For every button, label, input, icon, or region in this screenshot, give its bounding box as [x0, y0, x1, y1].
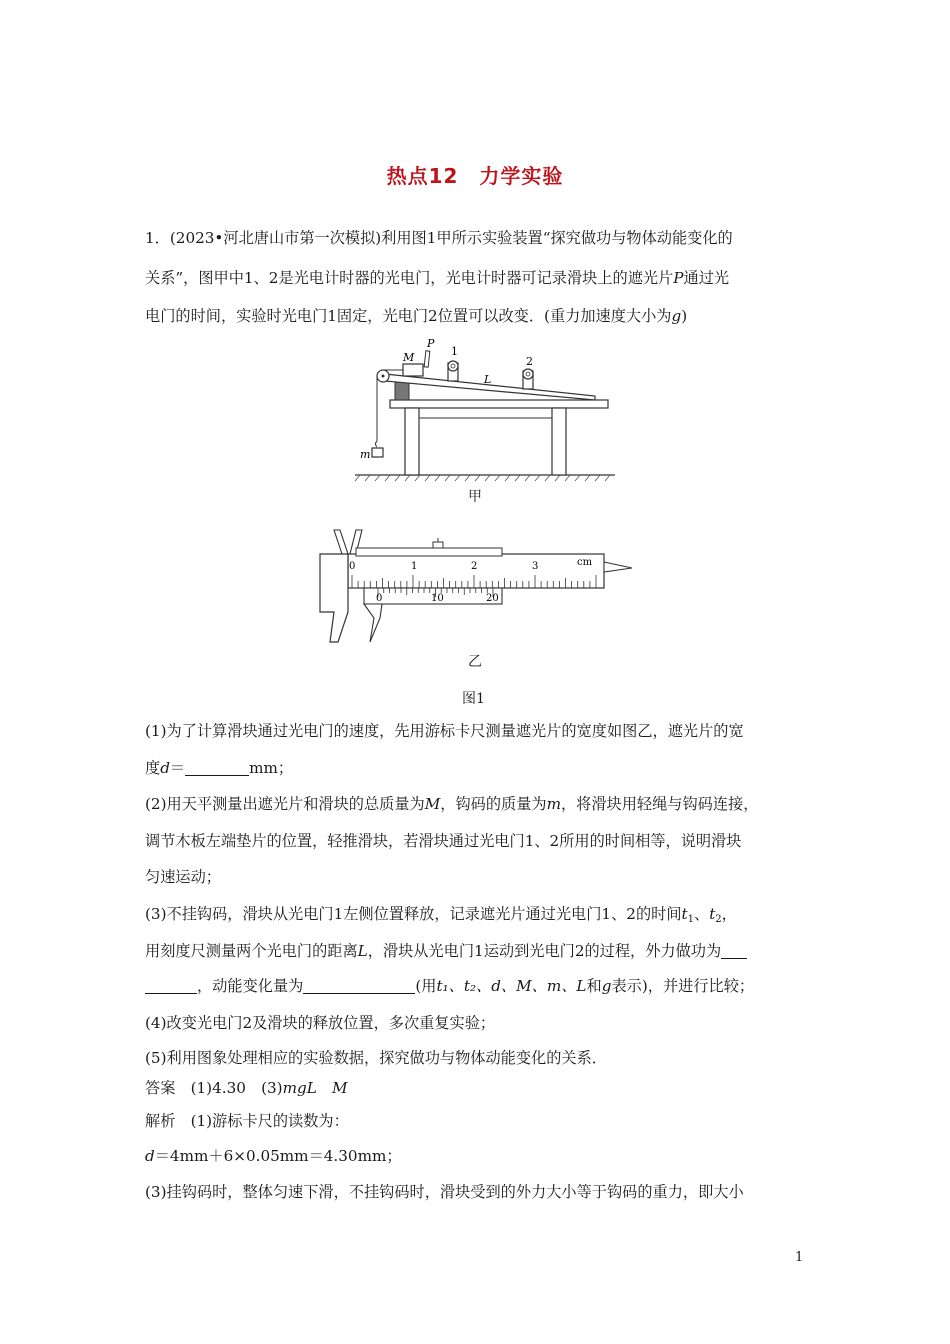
answer-blank-2a[interactable] [721, 942, 747, 959]
vernier-tick-10: 10 [431, 593, 444, 604]
main-unit-cm: cm [577, 557, 593, 568]
apparatus-diagram [355, 338, 615, 483]
part-2-line-1: (2)用天平测量出遮光片和滑块的总质量为M，钩码的质量为m，将滑块用轻绳与钩码连接， [145, 795, 759, 813]
part-3-line-1: (3)不挂钩码，滑块从光电门1左侧位置释放，记录遮光片通过光电门1、2的时间$t_1$、$t_2$， [145, 905, 737, 925]
main-tick-2: 2 [471, 561, 478, 572]
part-5: (5)利用图象处理相应的实验数据，探究做功与物体动能变化的关系． [145, 1049, 607, 1067]
figure-jia-label: 甲 [468, 489, 482, 505]
page-title: 热点12 力学实验 [386, 164, 564, 188]
figure-yi-label: 乙 [468, 654, 482, 670]
label-M: M [403, 351, 415, 364]
vernier-tick-20: 20 [486, 593, 499, 604]
question-line-1: 1．(2023•河北唐山市第一次模拟)利用图1甲所示实验装置“探究做功与物体动能变化的 [145, 229, 733, 247]
label-m: m [360, 448, 371, 461]
page-number: 1 [795, 1250, 804, 1265]
answer-blank-3[interactable] [303, 977, 415, 994]
answer-blank-1[interactable] [185, 759, 249, 776]
part-4: (4)改变光电门2及滑块的释放位置，多次重复实验； [145, 1014, 496, 1032]
label-gate-1: 1 [451, 345, 458, 358]
question-line-2: 关系”，图甲中1、2是光电计时器的光电门，光电计时器可记录滑块上的遮光片P通过光 [145, 269, 730, 287]
label-gate-2: 2 [526, 355, 533, 368]
part-3-line-2: 用刻度尺测量两个光电门的距离L，滑块从光电门1运动到光电门2的过程，外力做功为 [145, 940, 747, 962]
analysis-line-2: d＝4mm＋6×0.05mm＝4.30mm； [145, 1147, 402, 1165]
main-tick-0: 0 [349, 561, 356, 572]
analysis-line-3: (3)挂钩码时，整体匀速下滑，不挂钩码时，滑块受到的外力大小等于钩码的重力，即大小 [145, 1183, 744, 1201]
main-tick-3: 3 [532, 561, 539, 572]
part-1-line-2: 度d＝ mm； [145, 759, 294, 777]
vernier-caliper-diagram [320, 522, 635, 652]
label-P: P [427, 337, 435, 350]
vernier-tick-0: 0 [376, 593, 383, 604]
part-3-line-3: ，动能变化量为 (用t₁、t₂、d、M、m、L和g表示)，并进行比较； [145, 975, 754, 997]
analysis-line-1: 解析 (1)游标卡尺的读数为： [145, 1112, 349, 1130]
figure-caption: 图1 [462, 691, 485, 707]
main-tick-1: 1 [411, 561, 418, 572]
answer-line: 答案 (1)4.30 (3)mgL M [145, 1079, 348, 1097]
label-L: L [484, 373, 492, 386]
part-1-line-1: (1)为了计算滑块通过光电门的速度，先用游标卡尺测量遮光片的宽度如图乙，遮光片的宽 [145, 722, 744, 740]
question-line-3: 电门的时间，实验时光电门1固定，光电门2位置可以改变．(重力加速度大小为g) [145, 307, 688, 325]
part-2-line-2: 调节木板左端垫片的位置，轻推滑块，若滑块通过光电门1、2所用的时间相等，说明滑块 [145, 832, 742, 850]
part-2-line-3: 匀速运动； [145, 868, 221, 886]
answer-blank-2b[interactable] [145, 977, 197, 994]
